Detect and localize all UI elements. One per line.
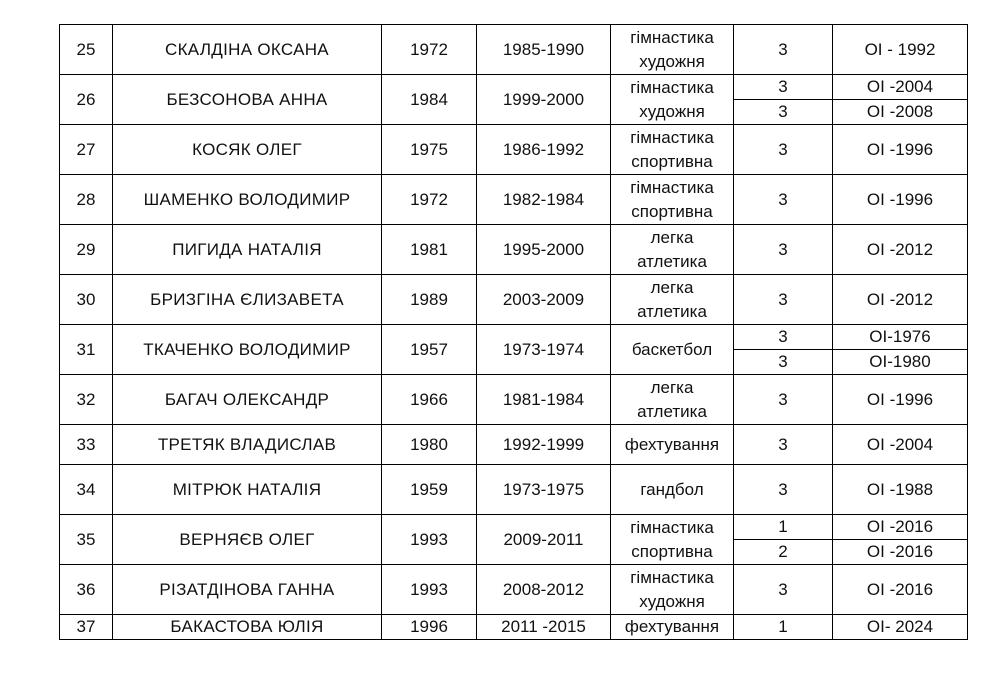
table-row <box>60 75 968 100</box>
sport-discipline <box>611 615 734 640</box>
olympic-games: ОІ -1988 <box>833 465 968 515</box>
birth-year: 1972 <box>382 25 477 75</box>
athlete-name: РІЗАТДІНОВА ГАННА <box>113 565 382 615</box>
sport-discipline <box>611 515 734 565</box>
olympic-games: ОІ -1996 <box>833 175 968 225</box>
olympic-games: ОІ -1996 <box>833 375 968 425</box>
award-place: 3 <box>734 465 833 515</box>
athlete-name: БРИЗГІНА ЄЛИЗАВЕТА <box>113 275 382 325</box>
sport-line: фехтування <box>624 617 720 636</box>
award-place: 3 <box>734 175 833 225</box>
athlete-name: ВЕРНЯЄВ ОЛЕГ <box>113 515 382 565</box>
training-years: 2003-2009 <box>477 275 611 325</box>
training-years: 1973-1974 <box>477 325 611 375</box>
award-place: 1 <box>734 615 833 640</box>
olympic-games: ОІ -2004 <box>833 425 968 465</box>
athlete-name: БАКАСТОВА ЮЛІЯ <box>113 615 382 640</box>
olympic-games: ОІ -2016 <box>833 515 968 540</box>
training-years: 1986-1992 <box>477 125 611 175</box>
table-row <box>60 25 968 75</box>
athlete-name: МІТРЮК НАТАЛІЯ <box>113 465 382 515</box>
sport-discipline <box>611 565 734 615</box>
row-number: 25 <box>60 25 113 75</box>
training-years: 2011 -2015 <box>477 615 611 640</box>
training-years: 2009-2011 <box>477 515 611 565</box>
sport-discipline <box>611 175 734 225</box>
training-years: 1992-1999 <box>477 425 611 465</box>
birth-year: 1959 <box>382 465 477 515</box>
training-years: 1981-1984 <box>477 375 611 425</box>
award-place: 3 <box>734 100 833 125</box>
row-number: 27 <box>60 125 113 175</box>
birth-year: 1975 <box>382 125 477 175</box>
sport-line: гімнастика <box>630 517 714 537</box>
sport-line: легка <box>650 377 694 397</box>
sport-line: гімнастика <box>630 177 714 197</box>
row-number: 28 <box>60 175 113 225</box>
row-number: 29 <box>60 225 113 275</box>
sport-line: атлетика <box>637 251 707 271</box>
award-place: 1 <box>734 515 833 540</box>
award-place: 3 <box>734 425 833 465</box>
sport-discipline <box>611 425 734 465</box>
training-years: 1999-2000 <box>477 75 611 125</box>
training-years: 2008-2012 <box>477 565 611 615</box>
athlete-name: КОСЯК ОЛЕГ <box>113 125 382 175</box>
birth-year: 1972 <box>382 175 477 225</box>
table-body <box>60 25 968 640</box>
row-number: 31 <box>60 325 113 375</box>
olympic-games: ОІ-1976 <box>833 325 968 350</box>
olympic-games: ОІ - 1992 <box>833 25 968 75</box>
birth-year: 1980 <box>382 425 477 465</box>
award-place: 3 <box>734 565 833 615</box>
award-place: 2 <box>734 540 833 565</box>
sport-line: гімнастика <box>630 127 714 147</box>
birth-year: 1981 <box>382 225 477 275</box>
sport-discipline <box>611 465 734 515</box>
award-place: 3 <box>734 25 833 75</box>
table-row <box>60 325 968 350</box>
athlete-name: ТРЕТЯК ВЛАДИСЛАВ <box>113 425 382 465</box>
olympic-games: ОІ -2016 <box>833 565 968 615</box>
table-row <box>60 175 968 225</box>
olympic-games: ОІ- 2024 <box>833 615 968 640</box>
row-number: 37 <box>60 615 113 640</box>
training-years: 1973-1975 <box>477 465 611 515</box>
olympic-games: ОІ -2008 <box>833 100 968 125</box>
row-number: 35 <box>60 515 113 565</box>
sport-line: спортивна <box>631 151 713 171</box>
row-number: 30 <box>60 275 113 325</box>
sport-discipline <box>611 25 734 75</box>
sport-discipline <box>611 375 734 425</box>
sport-line: художня <box>639 101 705 121</box>
award-place: 3 <box>734 275 833 325</box>
sport-line: художня <box>639 591 705 611</box>
table-row <box>60 615 968 640</box>
sport-line: гімнастика <box>630 27 714 47</box>
sport-line: художня <box>639 51 705 71</box>
birth-year: 1993 <box>382 515 477 565</box>
athlete-name: СКАЛДІНА ОКСАНА <box>113 25 382 75</box>
sport-line: гімнастика <box>630 567 714 587</box>
olympic-games: ОІ -2004 <box>833 75 968 100</box>
row-number: 36 <box>60 565 113 615</box>
table-row <box>60 125 968 175</box>
birth-year: 1996 <box>382 615 477 640</box>
athlete-name: БАГАЧ ОЛЕКСАНДР <box>113 375 382 425</box>
athlete-name: ТКАЧЕНКО ВОЛОДИМИР <box>113 325 382 375</box>
athlete-name: БЕЗСОНОВА АННА <box>113 75 382 125</box>
award-place: 3 <box>734 350 833 375</box>
birth-year: 1984 <box>382 75 477 125</box>
sport-line: атлетика <box>637 301 707 321</box>
olympic-games: ОІ -2012 <box>833 225 968 275</box>
sport-line: фехтування <box>624 434 720 454</box>
olympic-games: ОІ -2012 <box>833 275 968 325</box>
training-years: 1985-1990 <box>477 25 611 75</box>
row-number: 34 <box>60 465 113 515</box>
olympic-games: ОІ-1980 <box>833 350 968 375</box>
table-row <box>60 565 968 615</box>
birth-year: 1957 <box>382 325 477 375</box>
table-row <box>60 275 968 325</box>
sport-line: баскетбол <box>631 339 713 359</box>
athlete-name: ШАМЕНКО ВОЛОДИМИР <box>113 175 382 225</box>
table-row <box>60 225 968 275</box>
row-number: 32 <box>60 375 113 425</box>
sport-line: гандбол <box>640 479 704 499</box>
sport-discipline <box>611 75 734 125</box>
athlete-name: ПИГИДА НАТАЛІЯ <box>113 225 382 275</box>
award-place: 3 <box>734 325 833 350</box>
award-place: 3 <box>734 125 833 175</box>
sport-discipline <box>611 325 734 375</box>
table-row <box>60 375 968 425</box>
sport-discipline <box>611 225 734 275</box>
table-row <box>60 515 968 540</box>
athletes-table <box>59 24 968 640</box>
birth-year: 1993 <box>382 565 477 615</box>
sport-line: легка <box>650 227 694 247</box>
olympic-games: ОІ -2016 <box>833 540 968 565</box>
row-number: 33 <box>60 425 113 465</box>
row-number: 26 <box>60 75 113 125</box>
training-years: 1982-1984 <box>477 175 611 225</box>
sport-line: гімнастика <box>630 77 714 97</box>
sport-discipline <box>611 275 734 325</box>
sport-line: легка <box>650 277 694 297</box>
sport-line: спортивна <box>631 541 713 561</box>
training-years: 1995-2000 <box>477 225 611 275</box>
award-place: 3 <box>734 375 833 425</box>
sport-discipline <box>611 125 734 175</box>
sport-line: спортивна <box>631 201 713 221</box>
birth-year: 1989 <box>382 275 477 325</box>
sport-line: атлетика <box>637 401 707 421</box>
award-place: 3 <box>734 225 833 275</box>
table-row <box>60 465 968 515</box>
olympic-games: ОІ -1996 <box>833 125 968 175</box>
birth-year: 1966 <box>382 375 477 425</box>
table-row <box>60 425 968 465</box>
award-place: 3 <box>734 75 833 100</box>
